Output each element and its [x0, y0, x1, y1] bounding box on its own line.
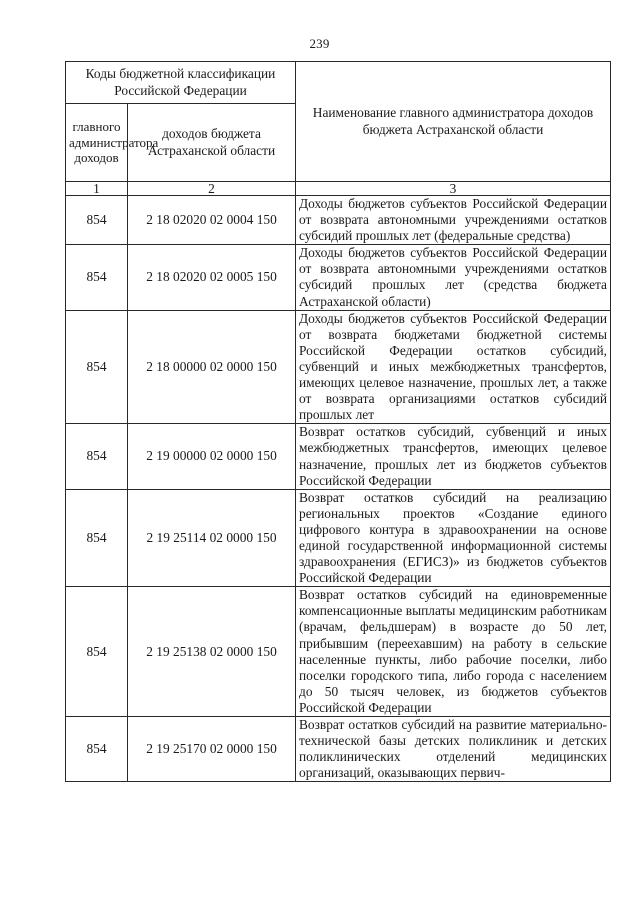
- admin-code-cell: 854: [66, 245, 128, 310]
- header-budget-income: доходов бюджета Астраханской области: [128, 104, 296, 182]
- description-text: Доходы бюджетов субъектов Российской Федерации от возврата бюджетами бюджетной системы Российской Федерации остатков субсидий, субвенций и иных межбюджетных трансфертов, имеющих целевое назначение, прошлых лет, а также от возврата организациями остатков субсидий прошлых лет: [299, 310, 607, 423]
- description-cell: [296, 587, 611, 717]
- table-row: [66, 196, 611, 245]
- column-number-3: 3: [296, 182, 611, 196]
- admin-code-cell: 854: [66, 196, 128, 245]
- header-codes-group: Коды бюджетной классификации Российской Федерации: [66, 62, 296, 104]
- table-body: [66, 196, 611, 782]
- description-cell: [296, 424, 611, 489]
- description-text: Доходы бюджетов субъектов Российской Федерации от возврата автономными учреждениями остатков субсидий прошлых лет (федеральные средства): [299, 196, 607, 244]
- table-row: [66, 717, 611, 782]
- table-row: [66, 489, 611, 587]
- description-cell: [296, 245, 611, 310]
- income-code-cell: 2 18 02020 02 0005 150: [128, 245, 296, 310]
- description-text: Возврат остатков субсидий на реализацию региональных проектов «Создание единого цифрового контура в здравоохранении на основе единой государственной информационной системы здравоохранения (ЕГИСЗ)» из бюджетов субъектов Российской Федерации: [299, 489, 607, 586]
- income-code-cell: 2 18 02020 02 0004 150: [128, 196, 296, 245]
- admin-code-cell: 854: [66, 424, 128, 489]
- column-number-2: 2: [128, 182, 296, 196]
- table-row: [66, 245, 611, 310]
- table-row: [66, 310, 611, 424]
- description-text: Возврат остатков субсидий на развитие материально-технической базы детских поликлиник и детских поликлинических отделений медицинских организаций, оказывающих первич-: [299, 717, 607, 781]
- description-text: Возврат остатков субсидий на единовременные компенсационные выплаты медицинским работникам (врачам, фельдшерам) в возрасте до 50 лет, прибывшим (переехавшим) на работу в сельские населенные пункты, либо рабочие поселки, либо поселки городского типа, либо города с населением до 50 тысяч человек, из бюджетов субъектов Российской Федерации: [299, 587, 607, 715]
- income-code-cell: 2 19 25170 02 0000 150: [128, 717, 296, 782]
- description-cell: [296, 310, 611, 424]
- admin-code-cell: 854: [66, 587, 128, 717]
- income-code-cell: 2 19 25114 02 0000 150: [128, 489, 296, 587]
- header-main-administrator: главного администратора доходов: [66, 104, 128, 182]
- table-header: [66, 62, 611, 196]
- budget-classification-table: [65, 61, 611, 782]
- description-cell: [296, 717, 611, 782]
- column-number-1: 1: [66, 182, 128, 196]
- description-cell: [296, 196, 611, 245]
- description-text: Доходы бюджетов субъектов Российской Федерации от возврата автономными учреждениями остатков субсидий прошлых лет (средства бюджета Астраханской области): [299, 245, 607, 309]
- admin-code-cell: 854: [66, 489, 128, 587]
- income-code-cell: 2 18 00000 02 0000 150: [128, 310, 296, 424]
- description-cell: [296, 489, 611, 587]
- description-text: Возврат остатков субсидий, субвенций и иных межбюджетных трансфертов, имеющих целевое назначение, прошлых лет из бюджетов субъектов Российской Федерации: [299, 424, 607, 488]
- table-row: [66, 587, 611, 717]
- income-code-cell: 2 19 25138 02 0000 150: [128, 587, 296, 717]
- income-code-cell: 2 19 00000 02 0000 150: [128, 424, 296, 489]
- admin-code-cell: 854: [66, 717, 128, 782]
- page-number: 239: [309, 36, 330, 51]
- table-row: [66, 424, 611, 489]
- header-administrator-name: Наименование главного администратора доходов бюджета Астраханской области: [296, 62, 611, 182]
- admin-code-cell: 854: [66, 310, 128, 424]
